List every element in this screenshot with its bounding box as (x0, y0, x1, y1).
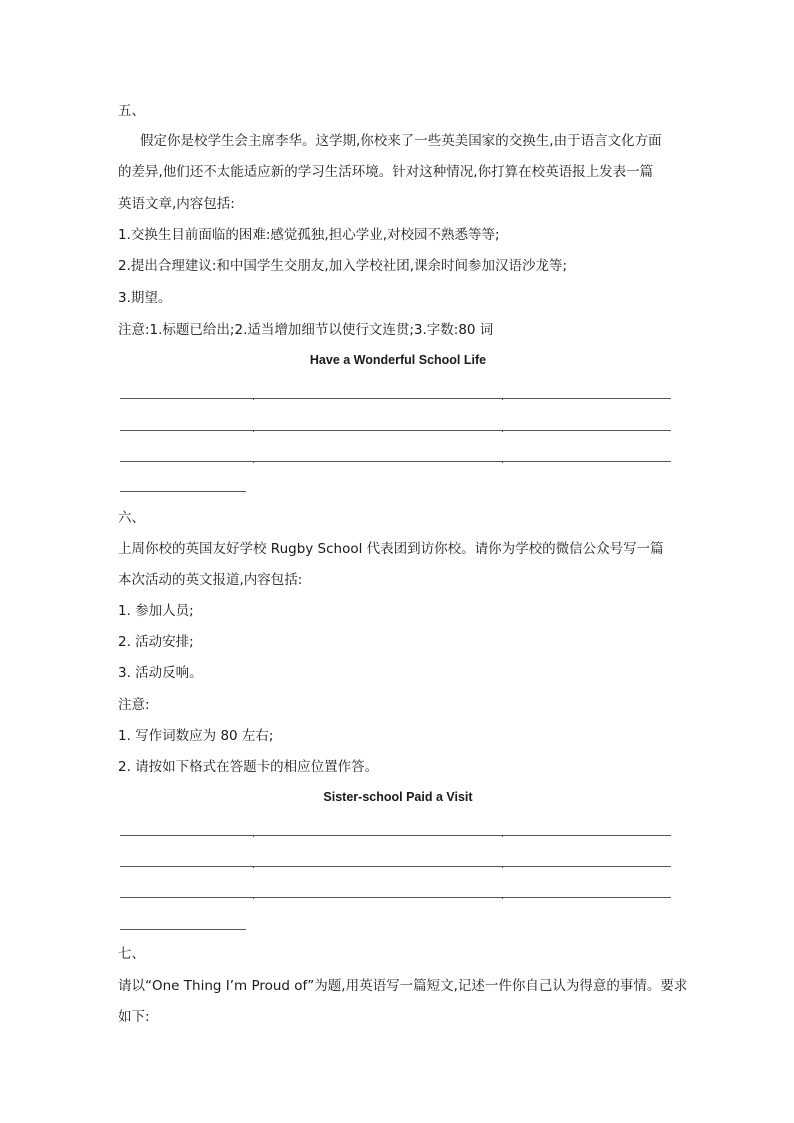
answer-line-short (120, 491, 246, 492)
answer-line (120, 866, 671, 867)
paragraph-line: 本次活动的英文报道,内容包括: (118, 572, 303, 588)
section-number: 六、 (118, 510, 145, 526)
note-line: 1. 写作词数应为 80 左右; (118, 728, 274, 744)
essay-title: Have a Wonderful School Life (309, 353, 487, 367)
paragraph-line: 假定你是校学生会主席李华。这学期,你校来了一些英美国家的交换生,由于语言文化方面 (140, 133, 662, 149)
paragraph-line: 如下: (118, 1009, 150, 1025)
note-line: 注意:1.标题已给出;2.适当增加细节以使行文连贯;3.字数:80 词 (118, 322, 494, 338)
answer-line (120, 835, 671, 836)
section-number: 五、 (118, 103, 145, 119)
list-item: 3.期望。 (118, 290, 172, 306)
answer-line (120, 897, 671, 898)
paragraph-line: 的差异,他们还不太能适应新的学习生活环境。针对这种情况,你打算在校英语报上发表一篇 (118, 164, 654, 180)
note-line: 2. 请按如下格式在答题卡的相应位置作答。 (118, 759, 379, 775)
list-item: 1.交换生目前面临的困难:感觉孤独,担心学业,对校园不熟悉等等; (118, 227, 500, 243)
paragraph-line: 英语文章,内容包括: (118, 196, 235, 212)
list-item: 2. 活动安排; (118, 634, 194, 650)
answer-line-short (120, 929, 246, 930)
section-number: 七、 (118, 946, 145, 962)
paragraph-line: 请以“One Thing I’m Proud of”为题,用英语写一篇短文,记述一件你自己认为得意的事情。要求 (118, 978, 688, 994)
note-label: 注意: (118, 697, 150, 713)
list-item: 3. 活动反响。 (118, 665, 203, 681)
list-item: 2.提出合理建议:和中国学生交朋友,加入学校社团,课余时间参加汉语沙龙等; (118, 258, 568, 274)
answer-line (120, 461, 671, 462)
answer-line (120, 430, 671, 431)
answer-line (120, 398, 671, 399)
essay-title: Sister-school Paid a Visit (323, 790, 473, 804)
list-item: 1. 参加人员; (118, 603, 194, 619)
paragraph-line: 上周你校的英国友好学校 Rugby School 代表团到访你校。请你为学校的微信公众号写一篇 (118, 541, 664, 557)
